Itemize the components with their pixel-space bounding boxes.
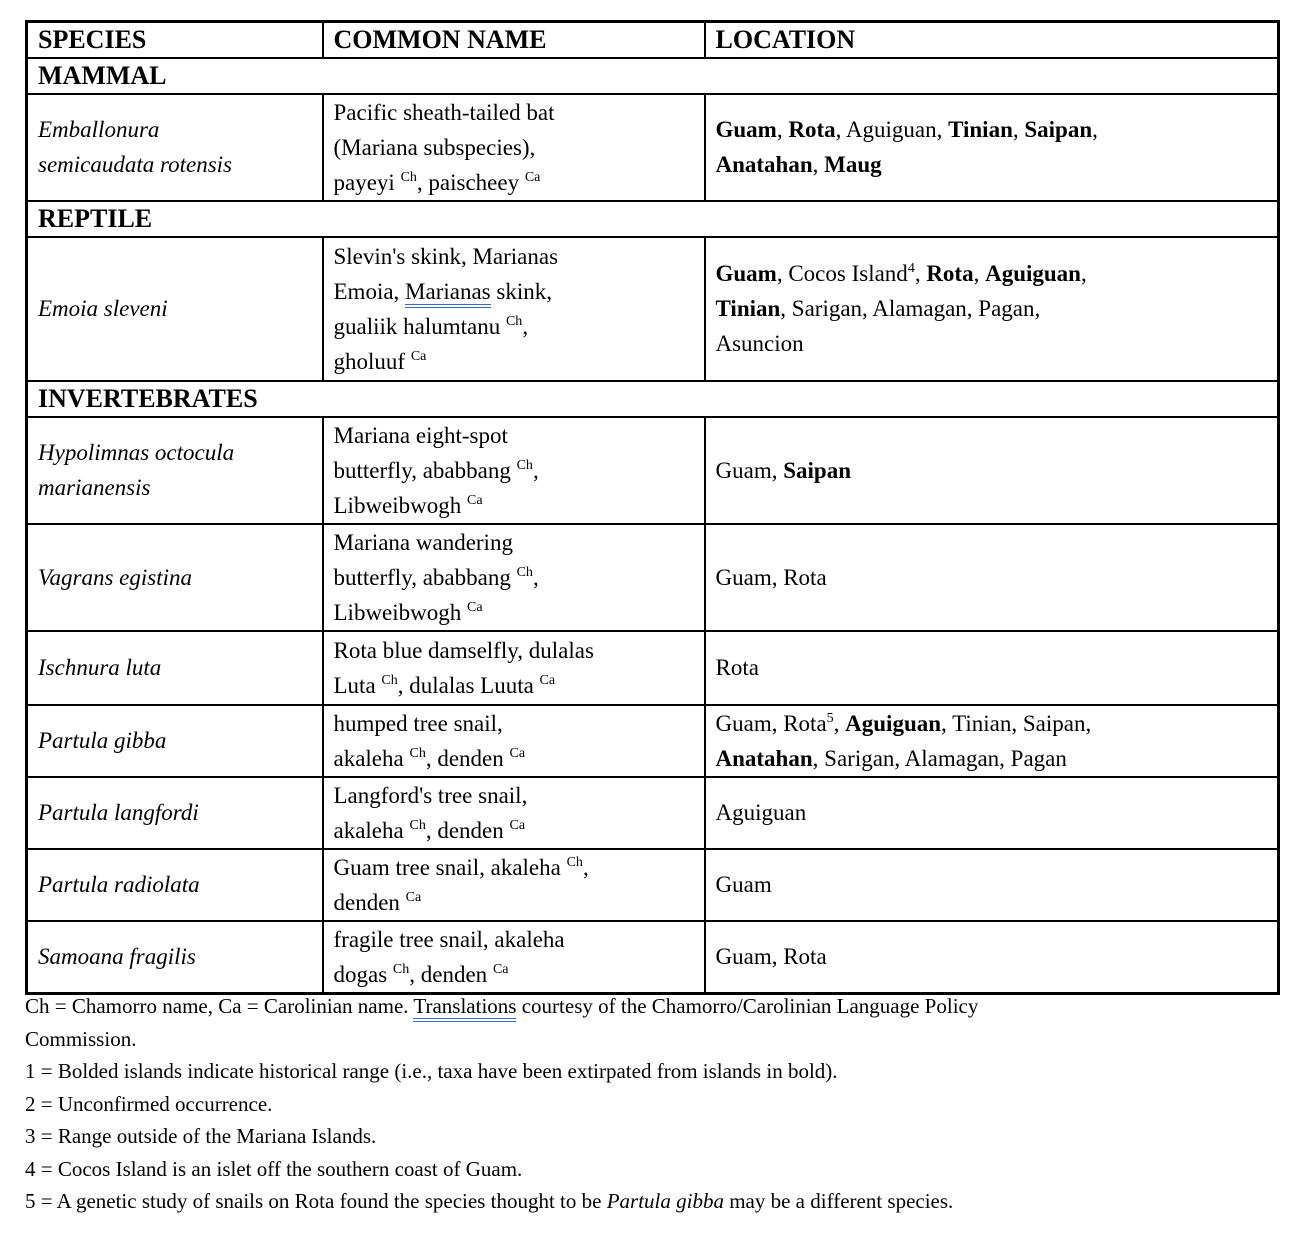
table-row [27,237,1279,381]
common-name-cell: Mariana wandering butterfly, ababbang $^{Ch}$, Libweibwogh $^{Ca}$ [323,524,705,631]
species-cell: Ischnura luta [27,631,323,705]
footnote-legend: Ch = Chamorro name, Ca = Carolinian name. Translations courtesy of the Chamorro/Carolinian Language Policy Commission. [25,994,979,1051]
species-table [25,20,1280,995]
common-name-cell: Rota blue damselfly, dulalas Luta $^{Ch}$, dulalas Luuta $^{Ca}$ [323,631,705,705]
column-header-common-name: COMMON NAME [323,22,705,58]
species-cell: Emballonura semicaudata rotensis [27,94,323,201]
footnote-1: 1 = Bolded islands indicate historical range (i.e., taxa have been extirpated from islands in bold). [25,1059,838,1083]
table-row [27,705,1279,777]
table-row [27,524,1279,631]
location-cell: Rota [705,631,1279,705]
footnote-4: 4 = Cocos Island is an islet off the southern coast of Guam. [25,1156,523,1181]
table-header-row [27,22,1279,58]
footnotes [25,990,1275,1218]
location-cell: Aguiguan [705,777,1279,849]
location-cell: Guam, Cocos Island$^4$, Rota, Aguiguan, Tinian, Sarigan, Alamagan, Pagan, Asuncion [705,237,1279,381]
species-cell: Partula gibba [27,705,323,777]
common-name-cell: humped tree snail, akaleha $^{Ch}$, denden $^{Ca}$ [323,705,705,777]
footnote-5: 5 = A genetic study of snails on Rota found the species thought to be Partula gibba may be a different species. [25,1189,954,1213]
table-row [27,777,1279,849]
column-header-location: LOCATION [705,22,1279,58]
table-row [27,417,1279,524]
location-cell: Guam, Rota [705,921,1279,994]
section-header-reptile: REPTILE [27,201,1279,237]
section-row-mammal [27,58,1279,94]
common-name-cell: Guam tree snail, akaleha $^{Ch}$, denden $^{Ca}$ [323,849,705,921]
location-cell: Guam [705,849,1279,921]
species-cell: Vagrans egistina [27,524,323,631]
species-cell: Hypolimnas octocula marianensis [27,417,323,524]
footnote-2: 2 = Unconfirmed occurrence. [25,1091,273,1116]
location-cell: Guam, Rota [705,524,1279,631]
table-row [27,921,1279,994]
common-name-cell: Pacific sheath-tailed bat (Mariana subspecies), payeyi $^{Ch}$, paischeey $^{Ca}$ [323,94,705,201]
column-header-species: SPECIES [27,22,323,58]
species-cell: Partula langfordi [27,777,323,849]
common-name-cell: Slevin's skink, Marianas Emoia, Marianas skink, gualiik halumtanu $^{Ch}$, gholuuf $^{Ca}$ [323,237,705,381]
table-row [27,94,1279,201]
section-row-invertebrates [27,381,1279,417]
species-cell: Partula radiolata [27,849,323,921]
common-name-cell: Langford's tree snail, akaleha $^{Ch}$, denden $^{Ca}$ [323,777,705,849]
location-cell: Guam, Rota, Aguiguan, Tinian, Saipan, Anatahan, Maug [705,94,1279,201]
species-cell: Samoana fragilis [27,921,323,994]
table-row [27,849,1279,921]
common-name-cell: fragile tree snail, akaleha dogas $^{Ch}$, denden $^{Ca}$ [323,921,705,994]
common-name-cell: Mariana eight-spot butterfly, ababbang $^{Ch}$, Libweibwogh $^{Ca}$ [323,417,705,524]
location-cell: Guam, Rota$^5$, Aguiguan, Tinian, Saipan, Anatahan, Sarigan, Alamagan, Pagan [705,705,1279,777]
species-cell: Emoia sleveni [27,237,323,381]
section-header-mammal: MAMMAL [27,58,1279,94]
section-header-invertebrates: INVERTEBRATES [27,381,1279,417]
location-cell: Guam, Saipan [705,417,1279,524]
section-row-reptile [27,201,1279,237]
table-row [27,631,1279,705]
footnote-3: 3 = Range outside of the Mariana Islands. [25,1124,377,1148]
